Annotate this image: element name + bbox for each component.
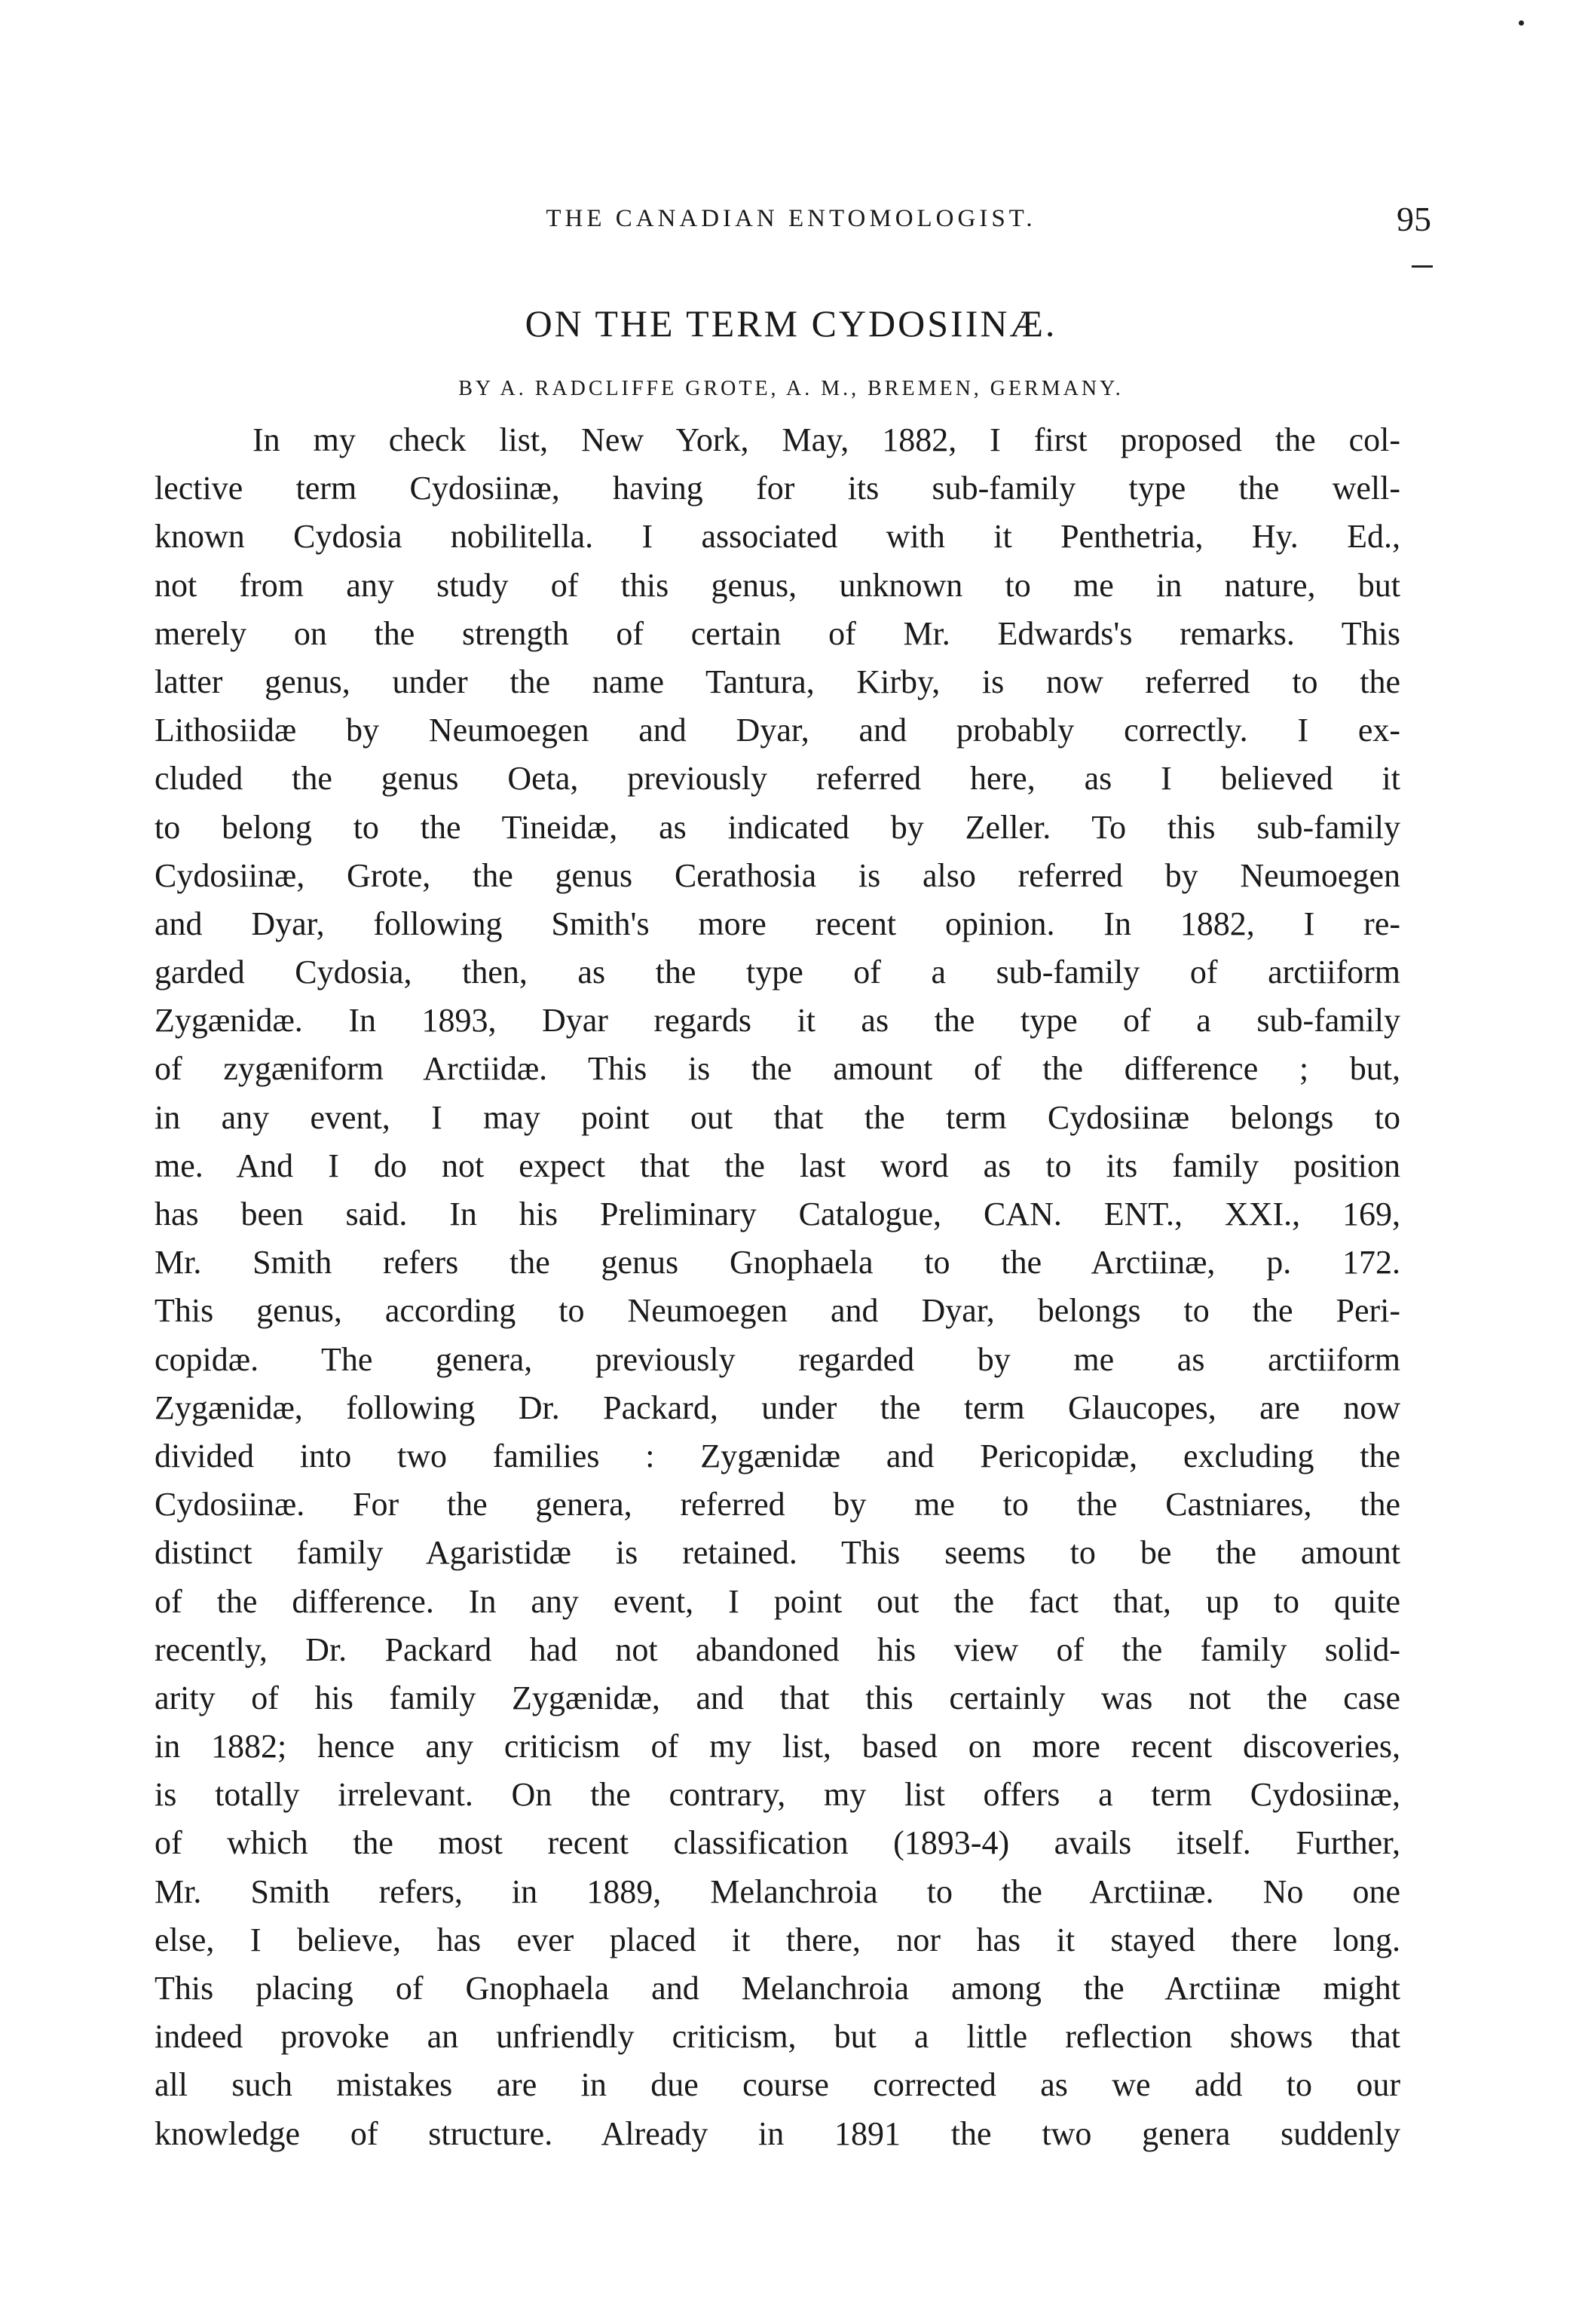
text-line: Zygænidæ. In 1893, Dyar regards it as the type of a sub-family (155, 1002, 1400, 1040)
text-line: recently, Dr. Packard had not abandoned his view of the family solid- (155, 1630, 1400, 1668)
text-line: Mr. Smith refers, in 1889, Melanchroia to the Arctiinæ. No one (155, 1872, 1400, 1910)
text-line: copidæ. The genera, previously regarded by me as arctiiform (155, 1340, 1400, 1378)
text-line: and Dyar, following Smith's more recent opinion. In 1882, I re- (155, 905, 1400, 942)
text-line: divided into two families : Zygænidæ and Pericopidæ, excluding the (155, 1437, 1400, 1474)
speck-mark (1519, 20, 1524, 26)
text-line: in 1882; hence any criticism of my list, based on more recent discoveries, (155, 1728, 1400, 1765)
text-line: Lithosiidæ by Neumoegen and Dyar, and probably correctly. I ex- (155, 712, 1400, 749)
text-line: known Cydosia nobilitella. I associated with it Penthetria, Hy. Ed., (155, 518, 1400, 556)
text-line: garded Cydosia, then, as the type of a sub-family of arctiiform (155, 954, 1400, 991)
article-title: ON THE TERM CYDOSIINÆ. (525, 302, 1057, 344)
article-byline: BY A. RADCLIFFE GROTE, A. M., BREMEN, GERMANY. (458, 377, 1124, 400)
text-line: all such mistakes are in due course corrected as we add to our (155, 2066, 1400, 2104)
text-line: arity of his family Zygænidæ, and that this certainly was not the case (155, 1679, 1400, 1716)
text-line: else, I believe, has ever placed it there, nor has it stayed there long. (155, 1921, 1400, 1958)
text-line: Zygænidæ, following Dr. Packard, under the term Glaucopes, are now (155, 1389, 1400, 1426)
text-line: of which the most recent classification (1893-4) avails itself. Further, (155, 1824, 1400, 1862)
text-line: Cydosiinæ, Grote, the genus Cerathosia is also referred by Neumoegen (155, 856, 1400, 894)
text-line: lective term Cydosiinæ, having for its sub-family type the well- (155, 470, 1400, 507)
article-body (155, 416, 1400, 2158)
text-line: In my check list, New York, May, 1882, I first proposed the col- (252, 421, 1400, 458)
text-line: me. And I do not expect that the last word as to its family position (155, 1147, 1400, 1184)
text-line: of the difference. In any event, I point out the fact that, up to quite (155, 1582, 1400, 1620)
header-rule (1412, 265, 1433, 268)
text-line: Cydosiinæ. For the genera, referred by me to the Castniares, the (155, 1486, 1400, 1523)
page-header (0, 200, 1582, 243)
text-line: This genus, according to Neumoegen and Dyar, belongs to the Peri- (155, 1292, 1400, 1330)
text-line: in any event, I may point out that the term Cydosiinæ belongs to (155, 1098, 1400, 1136)
text-line: Mr. Smith refers the genus Gnophaela to the Arctiinæ, p. 172. (155, 1244, 1400, 1281)
text-line: distinct family Agaristidæ is retained. This seems to be the amount (155, 1534, 1400, 1572)
text-line: is totally irrelevant. On the contrary, my list offers a term Cydosiinæ, (155, 1776, 1400, 1814)
text-line: not from any study of this genus, unknown to me in nature, but (155, 566, 1400, 604)
text-line: of zygæniform Arctiidæ. This is the amount of the difference ; but, (155, 1050, 1400, 1088)
text-line: latter genus, under the name Tantura, Kirby, is now referred to the (155, 663, 1400, 700)
text-line: knowledge of structure. Already in 1891 the two genera suddenly (155, 2114, 1400, 2152)
text-line: to belong to the Tineidæ, as indicated by Zeller. To this sub-family (155, 808, 1400, 846)
text-line: This placing of Gnophaela and Melanchroia among the Arctiinæ might (155, 1970, 1400, 2007)
running-head: THE CANADIAN ENTOMOLOGIST. (546, 205, 1036, 232)
text-line: cluded the genus Oeta, previously referred here, as I believed it (155, 760, 1400, 798)
text-line: merely on the strength of certain of Mr. Edwards's remarks. This (155, 614, 1400, 652)
text-line: has been said. In his Preliminary Catalogue, CAN. ENT., XXI., 169, (155, 1196, 1400, 1232)
page-number: 95 (1397, 200, 1431, 238)
text-line: indeed provoke an unfriendly criticism, but a little reflection shows that (155, 2018, 1400, 2056)
